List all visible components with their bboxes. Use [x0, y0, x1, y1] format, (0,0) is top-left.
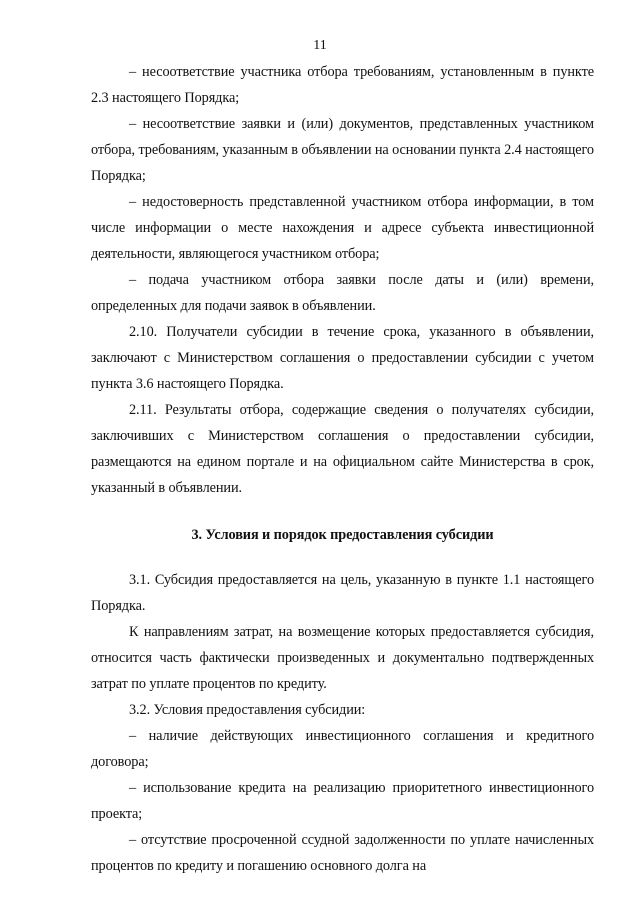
page-number: 11	[313, 38, 327, 53]
paragraph-rejection-reason-2: – несоответствие заявки и (или) документов, представленных участником отбора, требованиям, указанным в объявлении на основании пункта 2.4 настоящего Порядка;	[91, 116, 594, 184]
paragraph-2-10: 2.10. Получатели субсидии в течение срока, указанного в объявлении, заключают с Министерством соглашения о предоставлении субсидии с учетом пункта 3.6 настоящего Порядка.	[91, 324, 594, 392]
paragraph-3-1: 3.1. Субсидия предоставляется на цель, указанную в пункте 1.1 настоящего Порядка.	[91, 572, 594, 614]
paragraph-rejection-reason-1: – несоответствие участника отбора требованиям, установленным в пункте 2.3 настоящего Порядка;	[91, 64, 594, 106]
paragraph-3-2: 3.2. Условия предоставления субсидии:	[129, 702, 366, 718]
paragraph-condition-2: – использование кредита на реализацию приоритетного инвестиционного проекта;	[91, 780, 594, 822]
paragraph-2-11: 2.11. Результаты отбора, содержащие сведения о получателях субсидии, заключивших с Министерством соглашения о предоставлении субсидии, размещаются на едином портале и на официальном сайте Министерства в срок, указанный в объявлении.	[91, 402, 594, 496]
paragraph-condition-3: – отсутствие просроченной ссудной задолженности по уплате начисленных процентов по кредиту и погашению основного долга на	[91, 832, 594, 874]
paragraph-cost-directions: К направлениям затрат, на возмещение которых предоставляется субсидия, относится часть фактически произведенных и документально подтвержденных затрат по уплате процентов по кредиту.	[91, 624, 594, 692]
paragraph-rejection-reason-4: – подача участником отбора заявки после даты и (или) времени, определенных для подачи заявок в объявлении.	[91, 272, 594, 314]
document-body	[91, 59, 594, 879]
paragraph-rejection-reason-3: – недостоверность представленной участником отбора информации, в том числе информации о месте нахождения и адресе субъекта инвестиционной деятельности, являющегося участником отбора;	[91, 194, 594, 262]
paragraph-condition-1: – наличие действующих инвестиционного соглашения и кредитного договора;	[91, 728, 594, 770]
section-heading: 3. Условия и порядок предоставления субсидии	[191, 527, 494, 543]
